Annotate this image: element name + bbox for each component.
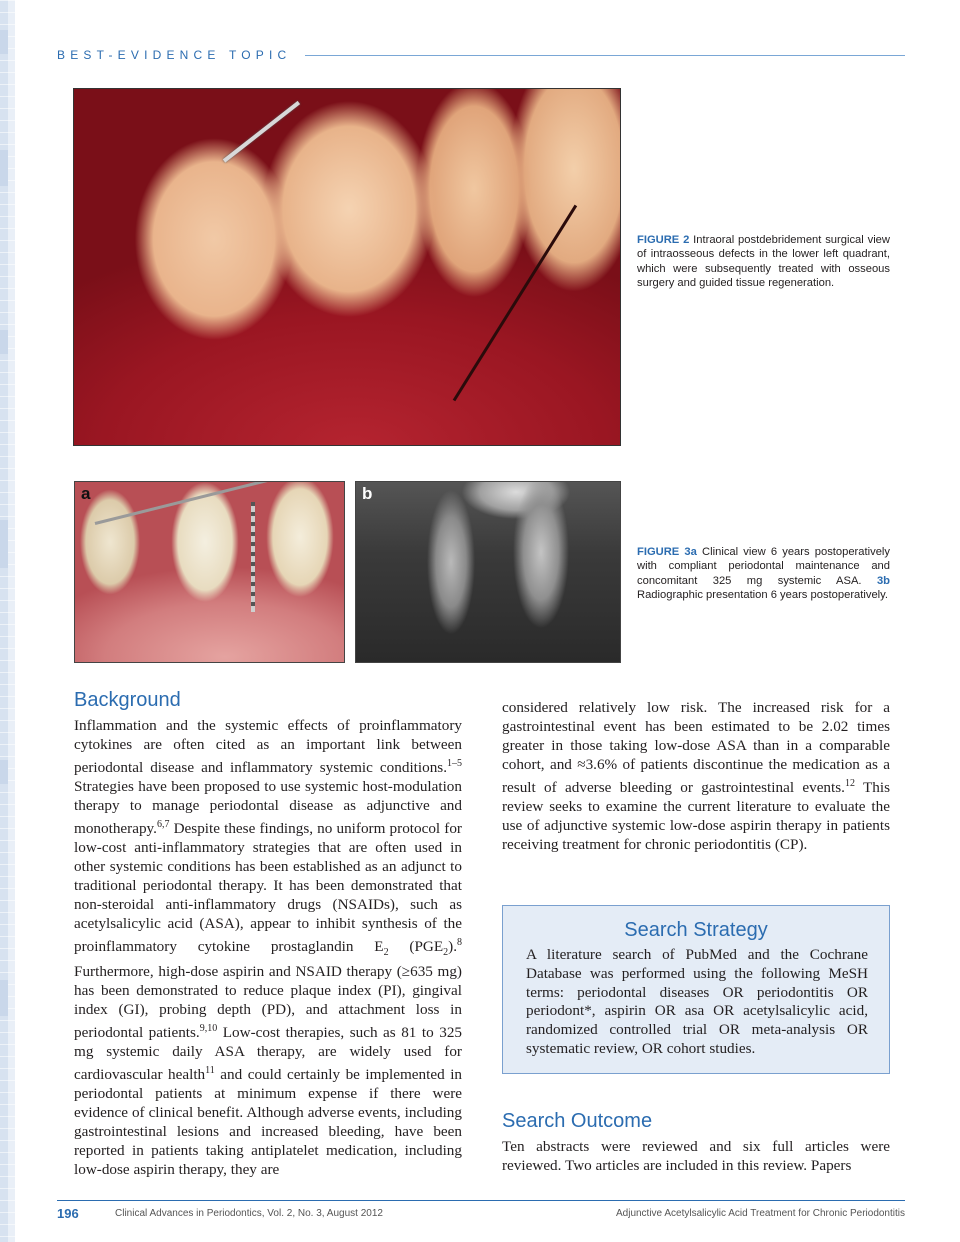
figure-2-caption-text: Intraoral postdebridement surgical view of intraosseous defects in the lower left quadrant, which were subsequently treated with osseous surgery and guided tissue regeneration. — [637, 234, 890, 289]
background-paragraph — [74, 716, 462, 1179]
text-run: ). — [448, 938, 458, 956]
section-header-label: BEST-EVIDENCE TOPIC — [57, 48, 292, 62]
text-run: (PGE — [388, 938, 444, 956]
text-run: Inflammation and the systemic effects of proinflammatory cytokines are often cited as an important link between periodontal disease and inflammatory systemic conditions. — [74, 717, 462, 777]
text-run: and could certainly be implemented in periodontal patients at minimum expense if there were evidence of clinical benefit. Although adverse events, including gastrointestinal lesions and increased bleeding, have been reported in patients taking antiplatelet medication, including low-dose aspirin therapy, they are — [74, 1066, 463, 1179]
text-run: This review seeks to examine the current literature to evaluate the use of adjunctive systemic low-dose aspirin therapy in patients receiving treatment for chronic periodontitis (CP). — [502, 779, 891, 854]
figure-3b-label: 3b — [876, 574, 890, 587]
figure-3b-radiograph — [355, 481, 621, 663]
page-number: 196 — [57, 1206, 79, 1221]
periodontal-probe-tip — [251, 502, 255, 612]
search-outcome-heading: Search Outcome — [502, 1110, 653, 1132]
subscript: 2 — [383, 947, 389, 959]
text-run: Low-cost therapies, such as 81 to 325 mg systemic daily ASA therapy, are widely used for cardiovascular health — [74, 1024, 463, 1084]
figure-3a-label: FIGURE 3a — [637, 546, 697, 558]
figure-3a-caption-text: Clinical view 6 years postoperatively with compliant periodontal maintenance and concomitant 325 mg systemic ASA. — [637, 546, 890, 587]
text-run: considered relatively low risk. The increased risk for a gastrointestinal event has been estimated to be 2.02 times greater in those taking low-dose ASA than in a comparable cohort, and ≈3.6% of patients discontinue the medication as a result of adverse bleeding or gastrointestinal events. — [502, 699, 890, 797]
citation: 9,10 — [199, 1023, 218, 1035]
figure-2-photo — [73, 88, 621, 446]
panel-label-b: b — [362, 484, 373, 503]
figure-3-caption — [637, 545, 890, 602]
search-strategy-title: Search Strategy — [624, 919, 768, 941]
right-column-paragraph — [502, 698, 890, 854]
strip-block — [0, 760, 8, 784]
citation: 6,7 — [156, 819, 170, 831]
header-rule — [305, 55, 905, 56]
strip-block — [0, 30, 8, 54]
dental-instrument — [453, 205, 577, 402]
search-strategy-text: A literature search of PubMed and the Cochrane Database was performed using the following MeSH terms: periodontal diseases OR periodontitis OR periodont*, aspirin OR asa OR acetylsalicylic acid, randomized controlled trial OR meta-analysis OR systematic review, OR cohort studies. — [526, 946, 868, 1057]
decorative-side-strip — [0, 0, 15, 1242]
strip-block — [0, 330, 8, 354]
footer-journal-citation: Clinical Advances in Periodontics, Vol. 2, No. 3, August 2012 — [115, 1208, 383, 1219]
background-heading: Background — [74, 689, 181, 711]
citation: 8 — [457, 937, 463, 949]
figure-3a-photo — [74, 481, 345, 663]
figure-2-label: FIGURE 2 — [637, 234, 690, 246]
search-strategy-box — [502, 905, 890, 1074]
dental-probe — [95, 481, 270, 525]
citation: 1–5 — [447, 758, 462, 769]
figure-3b-caption-text: Radiographic presentation 6 years postoperatively. — [637, 588, 889, 601]
citation: 11 — [205, 1065, 215, 1077]
citation: 12 — [844, 778, 855, 789]
footer-rule — [57, 1200, 905, 1201]
text-run: Furthermore, high-dose aspirin and NSAID therapy (≥635 mg) has been demonstrated to reduce plaque index (PI), gingival index (GI), probing depth (PD), and attachment loss in periodontal patients. — [74, 963, 462, 1042]
strip-block — [0, 980, 8, 1016]
panel-label-a: a — [81, 484, 91, 503]
text-run: Despite these findings, no uniform protocol for low-cost anti-inflammatory strategies that are often used in other systemic conditions has been established as an adjunct to traditional periodontal therapy. It has been demonstrated that non-steroidal anti-inflammatory drugs (NSAIDs), such as acetylsalicylic acid (ASA), appear to inhibit synthesis of the proinflammatory cytokine prostaglandin E — [74, 820, 462, 956]
search-outcome-paragraph: Ten abstracts were reviewed and six full articles were reviewed. Two articles are included in this review. Papers — [502, 1138, 890, 1174]
footer-article-title: Adjunctive Acetylsalicylic Acid Treatment for Chronic Periodontitis — [615, 1208, 905, 1219]
strip-block — [0, 520, 8, 568]
strip-block — [0, 150, 8, 186]
text-run: Strategies have been proposed to use systemic host-modulation therapy to manage periodontal disease as adjunctive and monotherapy. — [74, 778, 462, 838]
figure-2-caption — [637, 233, 890, 290]
dental-probe — [223, 101, 300, 163]
subscript: 2 — [443, 947, 449, 959]
